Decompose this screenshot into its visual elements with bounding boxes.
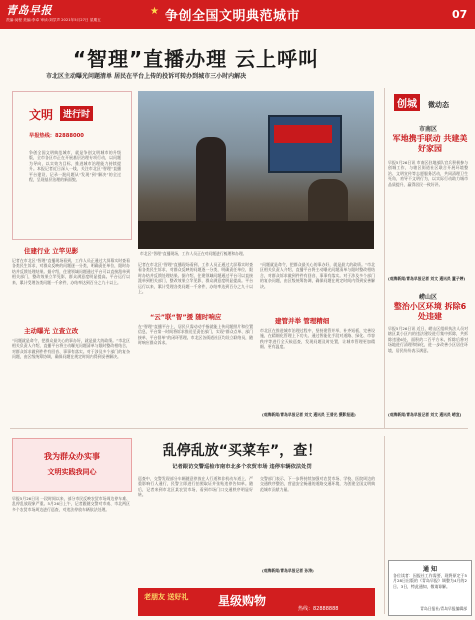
section-body: 市北区在推进城市治理过程中，坚持建管并举，补齐短板，完善设施，在精细化管理上下功夫。通过智能化手段对道路、绿化、市容秩序等进行全天候巡查，发现问题及时处置，让城市管理更加精细、更有温度。 [260,328,375,350]
news-photo [138,91,374,249]
sidebar-divider [384,436,385,614]
person-shape [196,137,226,233]
section-body: 记者在市北区“智理”直播现场看到，工作人员正通过大屏幕实时查看各类民生诉求，对群众反映的问题逐一分类，明确责任单位，限时办结并反馈处理结果。据介绍，住建领域问题通过平台可以直接派单到相关部门，整改效果立竿见影，群众满意度明显提高。平台运行以来，累计受理各类问题一千余件，办结率达到百分之九十以上。 [138,262,253,295]
intro-text: 争创全国文明典范城市，就是争创文明城市的升级版，全市各区市正在开展基层治理专项行动，以问题为导向，以实效为目标，推进城市治理能力持续提升。本报记者近日深入一线，关注市北区“智理”直播平台建设，记录一批问题从“发现”到“解决”的全过程，呈现基层治理的新面貌。 [29,150,121,183]
star-icon: ★ [150,6,159,17]
screen-shape [268,115,342,173]
promo-line-2: 文明实践我同心 [47,468,97,476]
desk-shape [138,221,374,249]
brief-district: 市南区 [418,126,437,133]
brief-body: 早报5月26日讯 市南区驻地部队官兵积极参与创城工作，与辖区街道社区联合开展环境整治、文明宣传等志愿服务活动，共同清理卫生死角，劝导不文明行为，以实际行动助力城市品质提升，赢得居民一致好评。 [388,160,468,187]
notice-box [388,560,472,616]
bottom-paragraph: 交警部门表示，下一步将持续加强对农贸市场、学校、医院周边的交通秩序整治，营造安全畅通的道路交通环境，为创建全国文明典范城市贡献力量。 [260,476,375,492]
brief-title: 军地携手联动 共建美好家园 [392,134,468,153]
ad-brand: 星级购物 [218,594,267,608]
promo-line-1: 我为群众办实事 [44,452,100,461]
screen-label [274,125,332,143]
section-heading: 主动曝光 立查立改 [24,327,79,335]
ad-line-1: 老朋友 送好礼 [144,593,189,601]
section-divider [10,428,468,429]
action-title-b: 进行时 [60,106,93,121]
action-title-a: 文明 [29,108,54,122]
page-number: 07 [452,8,468,21]
section-heading: 住建行业 立竿见影 [24,247,79,255]
notice-title: 通 知 [422,566,438,573]
section-body: “问题就是命令，把群众最关心的事办好，就是最大的政绩。”市北区相关负责人介绍，直播平台将主动曝光问题清单与限时整改相结合，对群众诉求做到件件有回音、事事有落实。对于涉及多个部门的复杂问题，由区级统筹协调，确保问题在规定时间内得到妥善解决。 [260,262,375,289]
brief-label-a: 创城 [394,94,420,111]
photo-caption: 市北区“智理”直播现场，工作人员正在对问题进行梳理和办理。 [140,251,247,256]
action-box [12,91,132,240]
headline-title: “智理”直播办理 云上呼叫 [72,47,320,71]
brief-title: 整治小区环境 拆除6处违建 [393,302,467,321]
ad-tel: 热线：82888888 [298,606,339,612]
masthead-info: 责编:闵程 美编:李卓 审读:刘学声 2021年5月27日 星期五 [6,18,101,22]
bottom-paragraph: 巡查中，交警发现部分车辆随意停放在人行道和非机动车道上，严重影响行人通行，民警立即进行拍照取证并张贴违停告知单。随后，记者来到市北区某农贸市场，看到市场门口交通秩序明显好转。 [138,476,253,498]
ad-banner[interactable] [138,588,375,616]
brief-credit: (观海新闻/青岛早报记者 刘文 通讯员 崂宣) [388,412,462,417]
section-body: 记者在市北区“智理”直播现场看到，工作人员正通过大屏幕实时查看各类民生诉求，对群众反映的问题逐一分类，明确责任单位，限时办结并反馈处理结果。据介绍，住建领域问题通过平台可以直接派单到相关部门，整改效果立竿见影，群众满意度明显提高。平台运行以来，累计受理各类问题一千余件，办结率达到百分之九十以上。 [12,258,130,285]
bottom-credit: (观海新闻/青岛早报记者 孙涛) [262,568,314,573]
notice-footer: 青岛日报社/青岛早报编辑部 [420,606,467,611]
section-body: 在“智理”直播平台上，居民只需动动手指就能上传问题照片和位置信息，平台第一时间将诉求推送至责任部门，实现“群众点单、部门接单、平台督单”的闭环管理。市北区各街道社区均设立联络员，随时响应群众诉求。 [138,324,253,346]
headline-subtitle: 市北区主动曝光问题清单 居民在平台上传的投诉可转办到城市三小时内解决 [46,73,247,80]
masthead [0,0,475,29]
hotline: 早报热线：82888000 [29,133,84,139]
brief-credit: (观海新闻/青岛早报记者 刘文 通讯员 董子婷) [388,276,466,281]
brief-district: 崂山区 [418,294,437,301]
brief-header [388,92,468,114]
bottom-paragraph: 早报5月26日讯 一段时间以来，部分市民反映农贸市场周边停车难、乱停乱放现象严重。5月26日上午，记者跟随交警对市南、市北两区多个农贸市场周边进行巡查，对违法停放车辆依法处理。 [12,496,130,512]
bottom-title: 乱停乱放“买菜车”，查！ [162,443,322,459]
brief-label-b: 微动态 [428,101,449,109]
notice-body: 各位读者：因报社工作需要，现将原定于5月28日出版的《青岛早报》调整为4月的2日、3日，特此通知，敬请谅解。 [393,573,467,589]
bottom-subtitle: 记者跟访交警巡检市南市北多个农贸市场 违停车辆依法处罚 [172,464,312,470]
byline: (观海新闻/青岛早报记者 刘文 通讯员 王普光 摄影报道) [262,412,356,417]
section-heading: 建管并举 管理精细 [275,317,330,325]
section-heading: “云”联“智”援 随时响应 [150,313,222,321]
banner-title: 争创全国文明典范城市 [165,9,301,24]
promo-banner [12,438,132,492]
brief-body: 早报5月26日讯 近日，崂山区组织执法人员对辖区某小区内的违法建设进行集中拆除，共拆除违建6处，面积约二百平方米。拆除后将对场地进行清理和绿化，进一步改善小区居住环境，居民纷纷表示满意。 [388,326,468,353]
section-body: “问题就是命令，把群众最关心的事办好，就是最大的政绩。”市北区相关负责人介绍，直播平台将主动曝光问题清单与限时整改相结合，对群众诉求做到件件有回音、事事有落实。对于涉及多个部门的复杂问题，由区级统筹协调，确保问题在规定时间内得到妥善解决。 [12,338,130,360]
sidebar-divider [384,88,385,428]
logo: 青岛早报 [6,4,52,17]
